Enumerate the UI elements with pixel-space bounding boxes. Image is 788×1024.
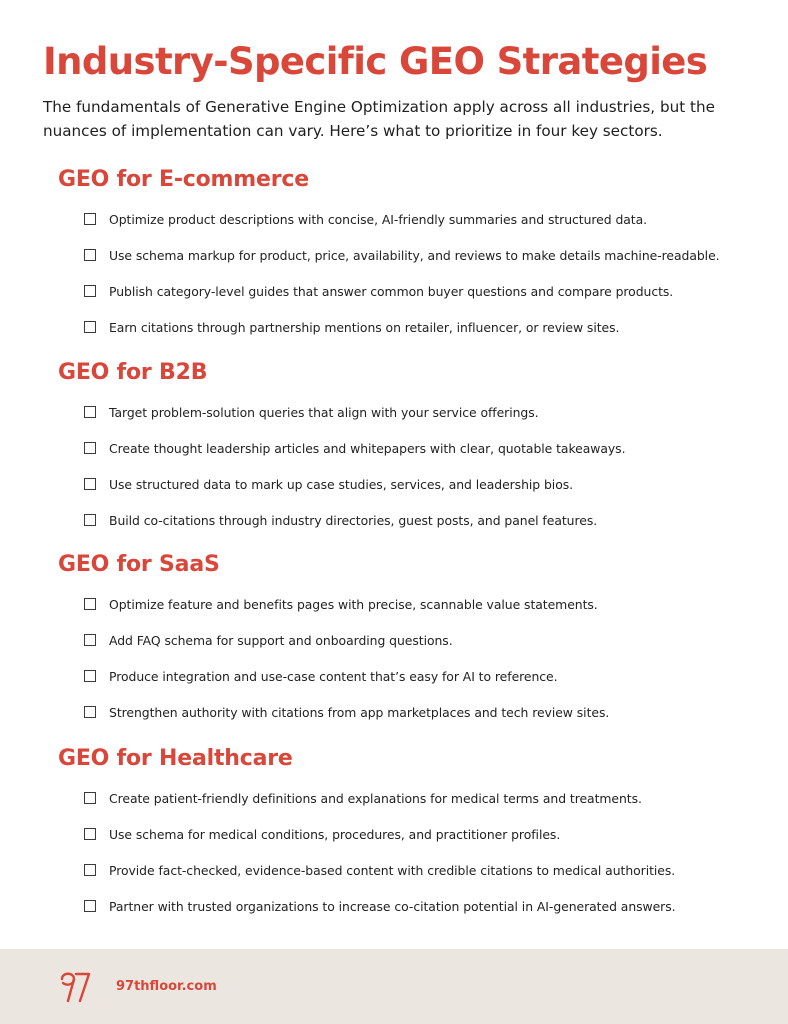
checklist-item xyxy=(58,273,758,309)
checkbox-icon[interactable] xyxy=(84,442,96,454)
checklist-item-label: Create thought leadership articles and whitepapers with clear, quotable takeaways. xyxy=(109,440,626,456)
checkbox-icon[interactable] xyxy=(84,213,96,225)
checklist-item-label: Earn citations through partnership mentions on retailer, influencer, or review sites. xyxy=(109,319,620,335)
checkbox-icon[interactable] xyxy=(84,249,96,261)
section xyxy=(58,165,758,345)
checkbox-icon[interactable] xyxy=(84,598,96,610)
page-title: Industry-Specific GEO Strategies xyxy=(43,40,708,83)
checkbox-icon[interactable] xyxy=(84,828,96,840)
checklist-item xyxy=(58,586,758,622)
checklist-item xyxy=(58,622,758,658)
checklist-item xyxy=(58,852,758,888)
checkbox-icon[interactable] xyxy=(84,670,96,682)
checklist-item xyxy=(58,430,758,466)
checklist xyxy=(58,586,758,730)
checklist-item xyxy=(58,237,758,273)
checklist-item-label: Build co-citations through industry directories, guest posts, and panel features. xyxy=(109,512,598,528)
checklist-item-label: Optimize product descriptions with concise, AI-friendly summaries and structured data. xyxy=(109,211,648,227)
section-title: GEO for Healthcare xyxy=(58,746,293,771)
checklist-item-label: Use structured data to mark up case studies, services, and leadership bios. xyxy=(109,476,574,492)
checklist-item-label: Optimize feature and benefits pages with precise, scannable value statements. xyxy=(109,596,598,612)
checklist-item-label: Create patient-friendly definitions and explanations for medical terms and treatments. xyxy=(109,790,642,806)
checklist-item xyxy=(58,694,758,730)
checklist-item-label: Use schema markup for product, price, availability, and reviews to make details machine-readable. xyxy=(109,247,720,263)
checkbox-icon[interactable] xyxy=(84,406,96,418)
checklist-item xyxy=(58,309,758,345)
section xyxy=(58,358,758,538)
section-title: GEO for SaaS xyxy=(58,552,220,577)
section-title: GEO for E-commerce xyxy=(58,167,309,192)
checklist-item-label: Use schema for medical conditions, procedures, and practitioner profiles. xyxy=(109,826,561,842)
checklist-item xyxy=(58,780,758,816)
section xyxy=(58,550,758,730)
checklist-item xyxy=(58,394,758,430)
checklist-item-label: Target problem-solution queries that align with your service offerings. xyxy=(109,404,539,420)
checklist-item-label: Provide fact-checked, evidence-based content with credible citations to medical authorities. xyxy=(109,862,676,878)
intro-paragraph: The fundamentals of Generative Engine Optimization apply across all industries, but the nuances of implementation can vary. Here’s what to prioritize in four key sectors. xyxy=(43,98,715,140)
checklist-item-label: Strengthen authority with citations from app marketplaces and tech review sites. xyxy=(109,704,610,720)
checkbox-icon[interactable] xyxy=(84,792,96,804)
checklist-item xyxy=(58,658,758,694)
checkbox-icon[interactable] xyxy=(84,706,96,718)
checklist-item xyxy=(58,816,758,852)
checkbox-icon[interactable] xyxy=(84,900,96,912)
checklist-item xyxy=(58,466,758,502)
footer xyxy=(0,949,788,1024)
checkbox-icon[interactable] xyxy=(84,285,96,297)
checkbox-icon[interactable] xyxy=(84,321,96,333)
section-title: GEO for B2B xyxy=(58,360,208,385)
checklist-item-label: Publish category-level guides that answer common buyer questions and compare products. xyxy=(109,283,674,299)
checklist xyxy=(58,780,758,924)
checklist xyxy=(58,201,758,345)
97thfloor-logo-icon xyxy=(58,967,92,1007)
checkbox-icon[interactable] xyxy=(84,634,96,646)
checklist-item xyxy=(58,502,758,538)
website-link[interactable]: 97thfloor.com xyxy=(116,979,217,994)
checklist-item xyxy=(58,201,758,237)
checklist-item-label: Partner with trusted organizations to increase co-citation potential in AI-generated answers. xyxy=(109,898,676,914)
checklist-item-label: Produce integration and use-case content that’s easy for AI to reference. xyxy=(109,668,558,684)
checkbox-icon[interactable] xyxy=(84,478,96,490)
checkbox-icon[interactable] xyxy=(84,864,96,876)
checklist-item xyxy=(58,888,758,924)
checklist xyxy=(58,394,758,538)
section xyxy=(58,744,758,924)
checkbox-icon[interactable] xyxy=(84,514,96,526)
checklist-item-label: Add FAQ schema for support and onboarding questions. xyxy=(109,632,453,648)
